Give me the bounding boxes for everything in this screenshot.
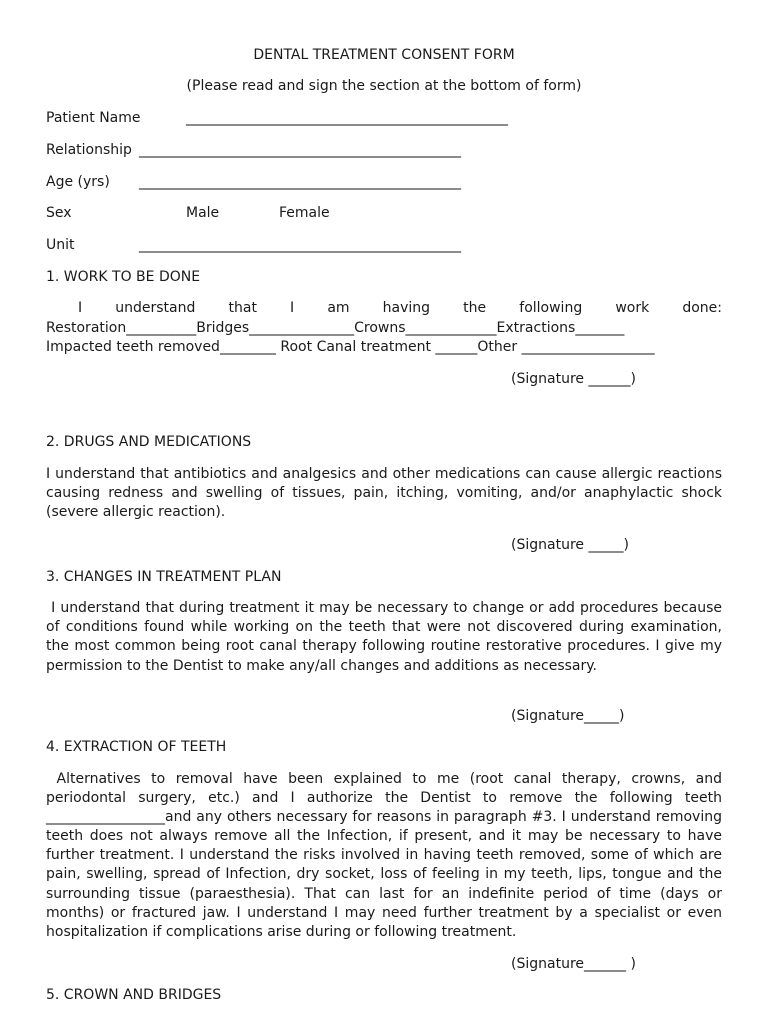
changes-signature[interactable]: (Signature_____): [511, 708, 625, 724]
form-title: DENTAL TREATMENT CONSENT FORM: [253, 47, 515, 63]
section-work-heading: 1. WORK TO BE DONE: [46, 269, 201, 285]
drugs-paragraph: I understand that antibiotics and analgesics and other medications can cause allergic reactions causing redness and swelling of tissues, pain, itching, vomiting, and/or anaphylactic shock (severe allergic reaction).: [46, 466, 722, 521]
form-subtitle: (Please read and sign the section at the bottom of form): [186, 78, 582, 94]
sex-option-male[interactable]: Male: [186, 205, 220, 221]
section-work-body: [46, 299, 722, 358]
unit-line[interactable]: ______________________________________________: [139, 237, 461, 253]
extraction-signature[interactable]: (Signature______ ): [511, 956, 636, 972]
relationship-line[interactable]: ______________________________________________: [139, 142, 461, 158]
section-changes-heading: 3. CHANGES IN TREATMENT PLAN: [46, 569, 282, 585]
drugs-signature[interactable]: (Signature _____): [511, 537, 629, 553]
section-drugs-heading: 2. DRUGS AND MEDICATIONS: [46, 434, 252, 450]
work-line-1: I understand that I am having the following work done:: [78, 300, 722, 316]
work-line-3[interactable]: Impacted teeth removed________ Root Canal treatment ______Other ___________________: [46, 339, 655, 355]
section-extraction-body: [46, 770, 722, 942]
age-line[interactable]: ______________________________________________: [139, 174, 461, 190]
section-crowns-heading: 5. CROWN AND BRIDGES: [46, 987, 222, 1003]
patient-name-line[interactable]: ______________________________________________: [186, 110, 508, 126]
patient-name-label: Patient Name: [46, 110, 141, 126]
section-extraction-heading: 4. EXTRACTION OF TEETH: [46, 739, 227, 755]
changes-paragraph: I understand that during treatment it may be necessary to change or add procedures because of conditions found while working on the teeth that were not discovered during examination, the most common being root canal therapy following routine restorative procedures. I give my permission to the Dentist to make any/all changes and additions as necessary.: [46, 600, 722, 674]
section-drugs-body: [46, 465, 722, 523]
age-label: Age (yrs): [46, 174, 110, 190]
unit-label: Unit: [46, 237, 75, 253]
sex-option-female[interactable]: Female: [279, 205, 330, 221]
extraction-paragraph: Alternatives to removal have been explained to me (root canal therapy, crowns, and periodontal surgery, etc.) and I authorize the Dentist to remove the following teeth _________________and any others necessary for reasons in paragraph #3. I understand removing teeth does not always remove all the Infection, if present, and it may be necessary to have further treatment. I understand the risks involved in having teeth removed, some of which are pain, swelling, spread of Infection, dry socket, loss of feeling in my teeth, lips, tongue and the surrounding tissue (paraesthesia). That can last for an indefinite period of time (days or months) or fractured jaw. I understand I may need further treatment by a specialist or even hospitalization if complications arise during or following treatment.: [46, 771, 722, 940]
sex-label: Sex: [46, 205, 72, 221]
section-changes-body: [46, 599, 722, 676]
work-signature[interactable]: (Signature ______): [511, 371, 636, 387]
relationship-label: Relationship: [46, 142, 132, 158]
work-line-2[interactable]: Restoration__________Bridges_______________Crowns_____________Extractions_______: [46, 319, 625, 336]
